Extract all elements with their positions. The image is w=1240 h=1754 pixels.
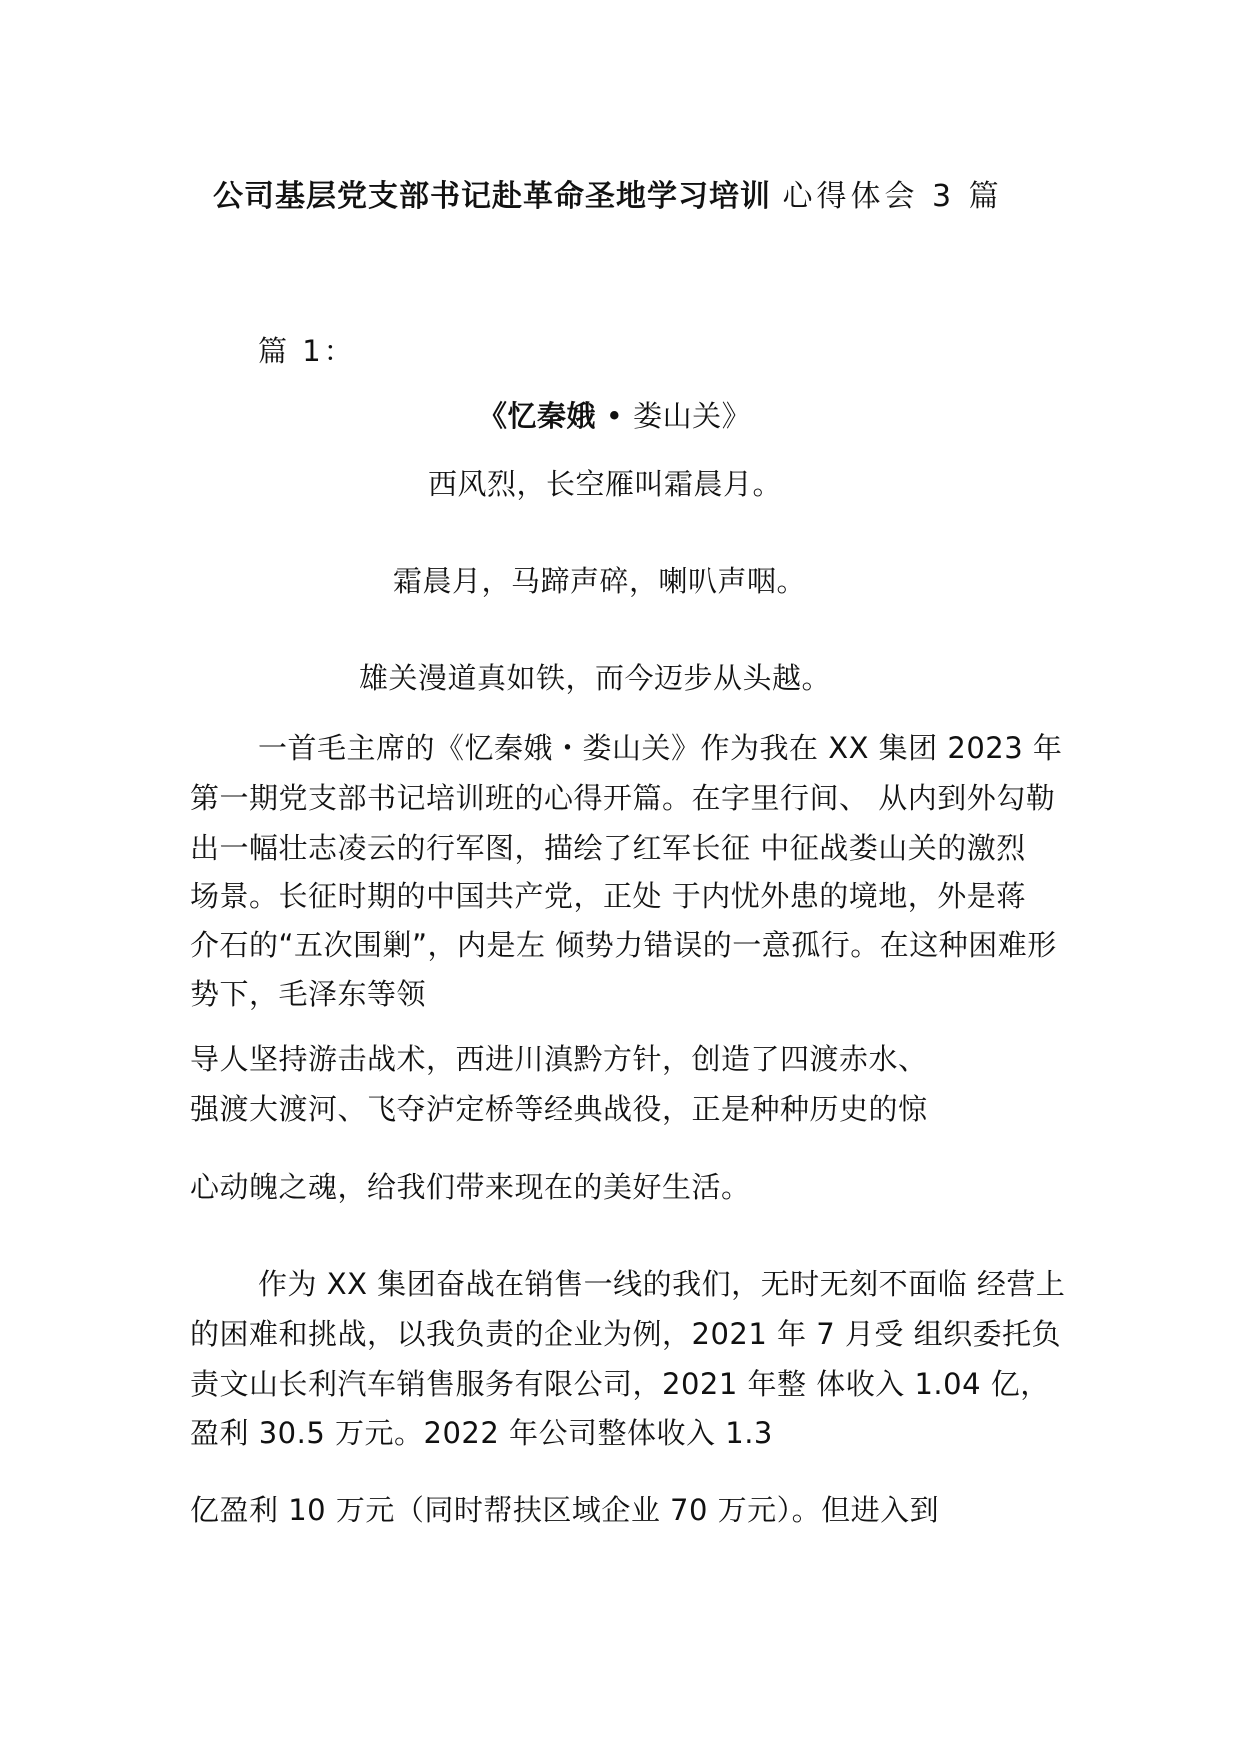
- paragraph1-line-7: 导人坚持游击战术，西进川滇黔方针，创造了四渡赤水、: [190, 1042, 928, 1076]
- paragraph1-line-6: 势下，毛泽东等领: [190, 977, 427, 1011]
- paragraph2-line-4: 盈利 30.5 万元。2022 年公司整体收入 1.3: [190, 1416, 773, 1450]
- paragraph1-line-4: 场景。长征时期的中国共产党，正处 于内忧外患的境地，外是蒋: [190, 879, 1026, 913]
- paragraph2-line-2: 的困难和挑战，以我负责的企业为例，2021 年 7 月受 组织委托负: [190, 1317, 1062, 1351]
- document-title-main: 公司基层党支部书记赴革命圣地学习培训: [213, 179, 771, 214]
- paragraph1-line-9: 心动魄之魂，给我们带来现在的美好生活。: [190, 1170, 751, 1204]
- paragraph1-line-8: 强渡大渡河、飞夺泸定桥等经典战役，正是种种历史的惊: [190, 1092, 928, 1126]
- poem-title-dot: •: [596, 399, 634, 433]
- paragraph1-line-2: 第一期党支部书记培训班的心得开篇。在字里行间、 从内到外勾勒: [190, 781, 1056, 815]
- paragraph1-line-5: 介石的“五次围剿”，内是左 倾势力错误的一意孤行。在这种困难形: [190, 928, 1057, 962]
- paragraph2-line-1: 作为 XX 集团奋战在销售一线的我们，无时无刻不面临 经营上: [258, 1267, 1066, 1301]
- document-title-tail: 心得体会 3 篇: [782, 179, 1003, 214]
- chapter-label: 篇 1：: [258, 334, 356, 368]
- document-title: [213, 177, 1003, 217]
- paragraph1-line-3: 出一幅壮志凌云的行军图，描绘了红军长征 中征战娄山关的激烈: [190, 831, 1026, 865]
- paragraph2-line-5: 亿盈利 10 万元（同时帮扶区域企业 70 万元）。但进入到: [190, 1493, 940, 1527]
- poem-title: [478, 396, 751, 436]
- poem-title-open: 《忆秦娥: [478, 399, 597, 433]
- poem-line-2: 霜晨月，马蹄声碎，喇叭声咽。: [393, 564, 807, 598]
- poem-title-name: 娄山关》: [633, 399, 752, 433]
- paragraph2-line-3: 责文山长利汽车销售服务有限公司，2021 年整 体收入 1.04 亿，: [190, 1367, 1050, 1401]
- paragraph1-line-1: 一首毛主席的《忆秦娥・娄山关》作为我在 XX 集团 2023 年: [258, 731, 1063, 765]
- poem-line-3: 雄关漫道真如铁，而今迈步从头越。: [359, 661, 832, 695]
- poem-line-1: 西风烈，长空雁叫霜晨月。: [428, 467, 783, 501]
